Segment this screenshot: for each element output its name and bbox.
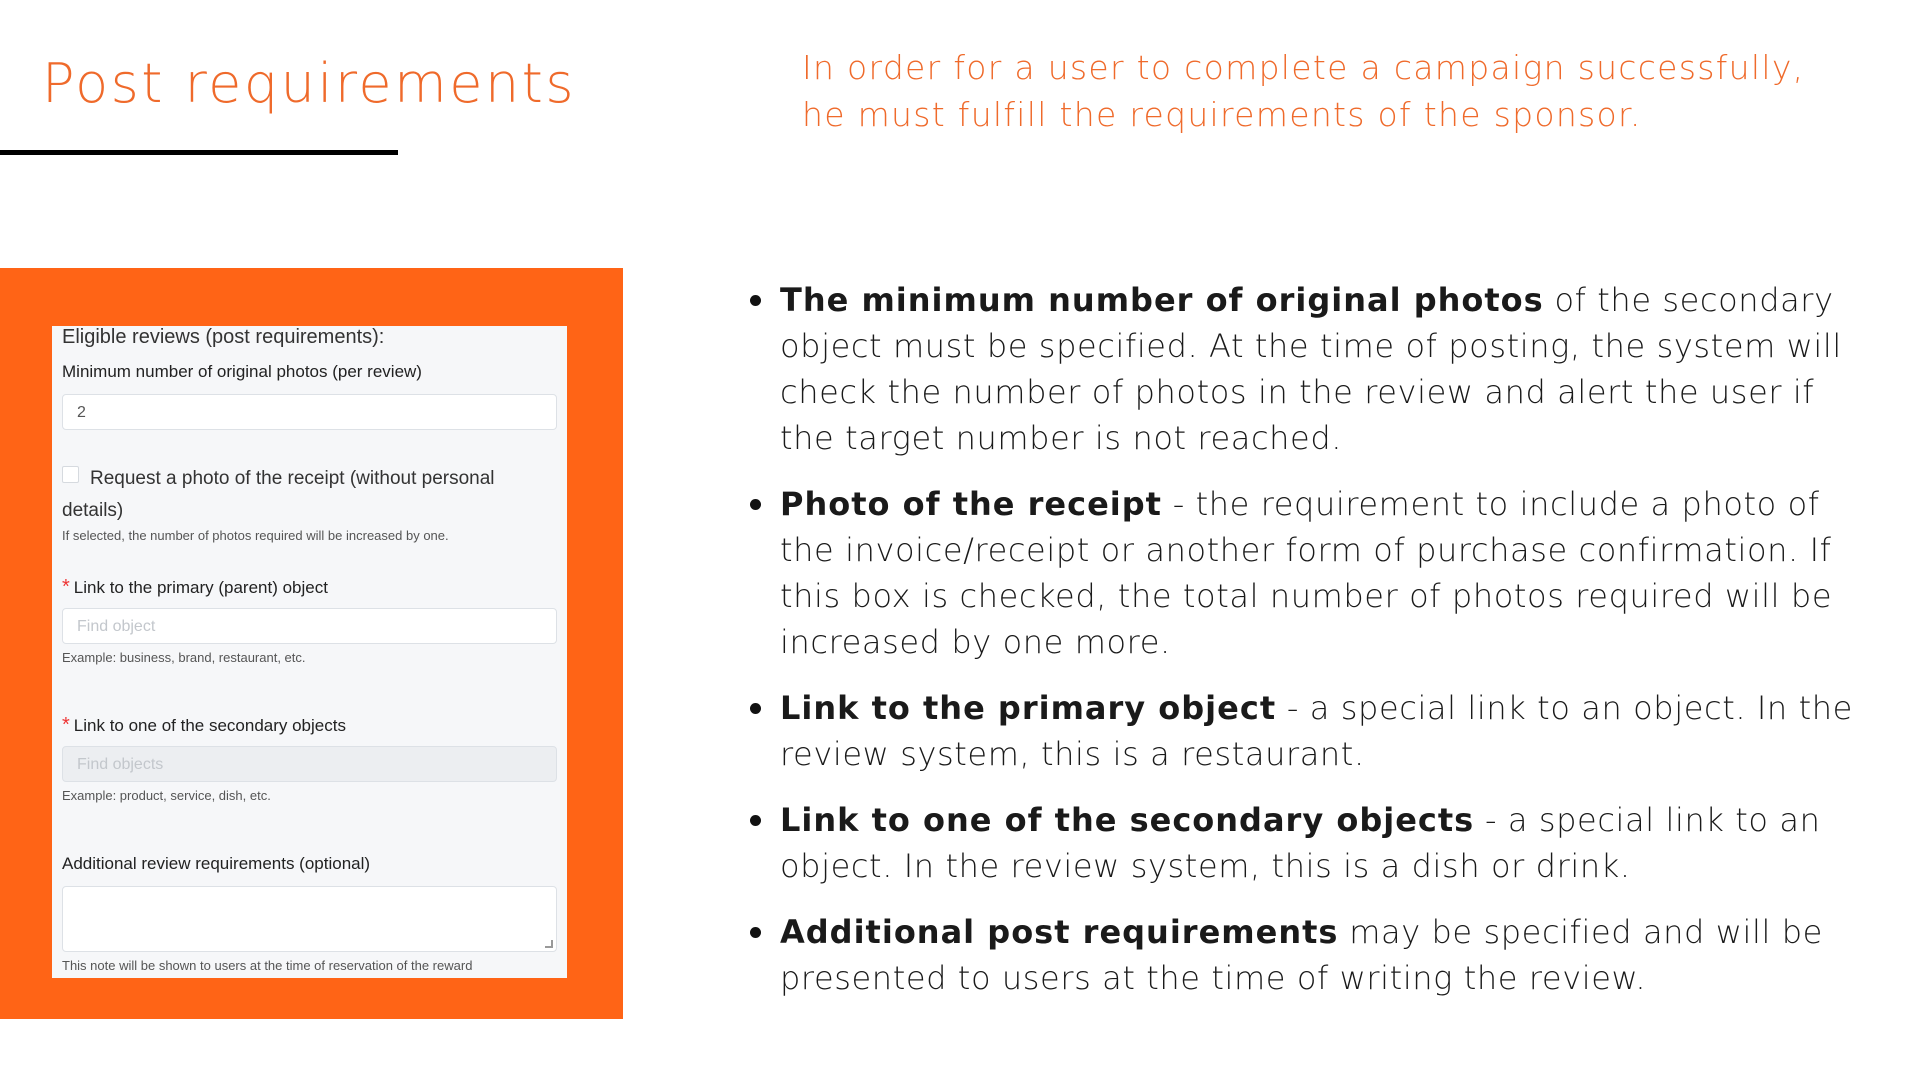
list-item-bold: Link to one of the secondary objects [780, 801, 1475, 839]
list-item [750, 797, 1870, 889]
list-item-text: may be specified and will be presented to users at the time of writing the review. [780, 913, 1823, 997]
bullet-icon [750, 815, 761, 826]
title-underline [0, 150, 398, 155]
receipt-checkbox-label[interactable]: Request a photo of the receipt (without personal details) [62, 468, 495, 521]
requirements-list [750, 277, 1870, 1021]
min-photos-label: Minimum number of original photos (per review) [62, 362, 422, 381]
bullet-icon [750, 295, 761, 306]
list-item-text: - a special link to an object. In the review system, this is a restaurant. [780, 689, 1853, 773]
secondary-object-label-text: Link to one of the secondary objects [73, 716, 346, 735]
secondary-object-hint: Example: product, service, dish, etc. [62, 788, 271, 803]
bullet-icon [750, 703, 761, 714]
bullet-icon [750, 499, 761, 510]
required-mark: * [62, 714, 70, 736]
min-photos-input[interactable]: 2 [62, 394, 557, 430]
slide-subtitle [802, 44, 1822, 138]
additional-requirements-label: Additional review requirements (optional) [62, 854, 371, 873]
form-heading: Eligible reviews (post requirements): [62, 326, 385, 348]
list-item [750, 685, 1870, 777]
primary-object-label-text: Link to the primary (parent) object [73, 578, 328, 597]
list-item [750, 481, 1870, 665]
list-item-bold: Link to the primary object [780, 689, 1277, 727]
required-mark: * [62, 576, 70, 598]
primary-object-label [62, 576, 328, 599]
primary-object-input[interactable]: Find object [62, 608, 557, 644]
list-item [750, 909, 1870, 1001]
subtitle-line-2: he must fulfill the requirements of the sponsor. [802, 95, 1642, 134]
list-item-bold: The minimum number of original photos [780, 281, 1544, 319]
list-item-bold: Photo of the receipt [780, 485, 1162, 523]
additional-requirements-hint: This note will be shown to users at the time of reservation of the reward [62, 958, 473, 973]
receipt-hint: If selected, the number of photos required will be increased by one. [62, 528, 449, 543]
primary-object-hint: Example: business, brand, restaurant, etc. [62, 650, 306, 665]
screenshot-panel [0, 268, 623, 1019]
list-item-text: of the secondary object must be specified. At the time of posting, the system will check the number of photos in the review and alert the user if the target number is not reached. [780, 281, 1842, 457]
secondary-object-input[interactable]: Find objects [62, 746, 557, 782]
additional-requirements-textarea[interactable] [62, 886, 557, 952]
post-requirements-form [52, 326, 567, 978]
bullet-icon [750, 927, 761, 938]
secondary-object-label [62, 714, 346, 737]
list-item-text: - a special link to an object. In the review system, this is a dish or drink. [780, 801, 1821, 885]
subtitle-line-1: In order for a user to complete a campaign successfully, [802, 48, 1805, 87]
list-item [750, 277, 1870, 461]
resize-handle-icon[interactable] [545, 940, 553, 948]
list-item-text: - the requirement to include a photo of the invoice/receipt or another form of purchase confirmation. If this box is checked, the total number of photos required will be increased by one more. [780, 485, 1833, 661]
list-item-bold: Additional post requirements [780, 913, 1339, 951]
slide-title: Post requirements [42, 52, 576, 115]
